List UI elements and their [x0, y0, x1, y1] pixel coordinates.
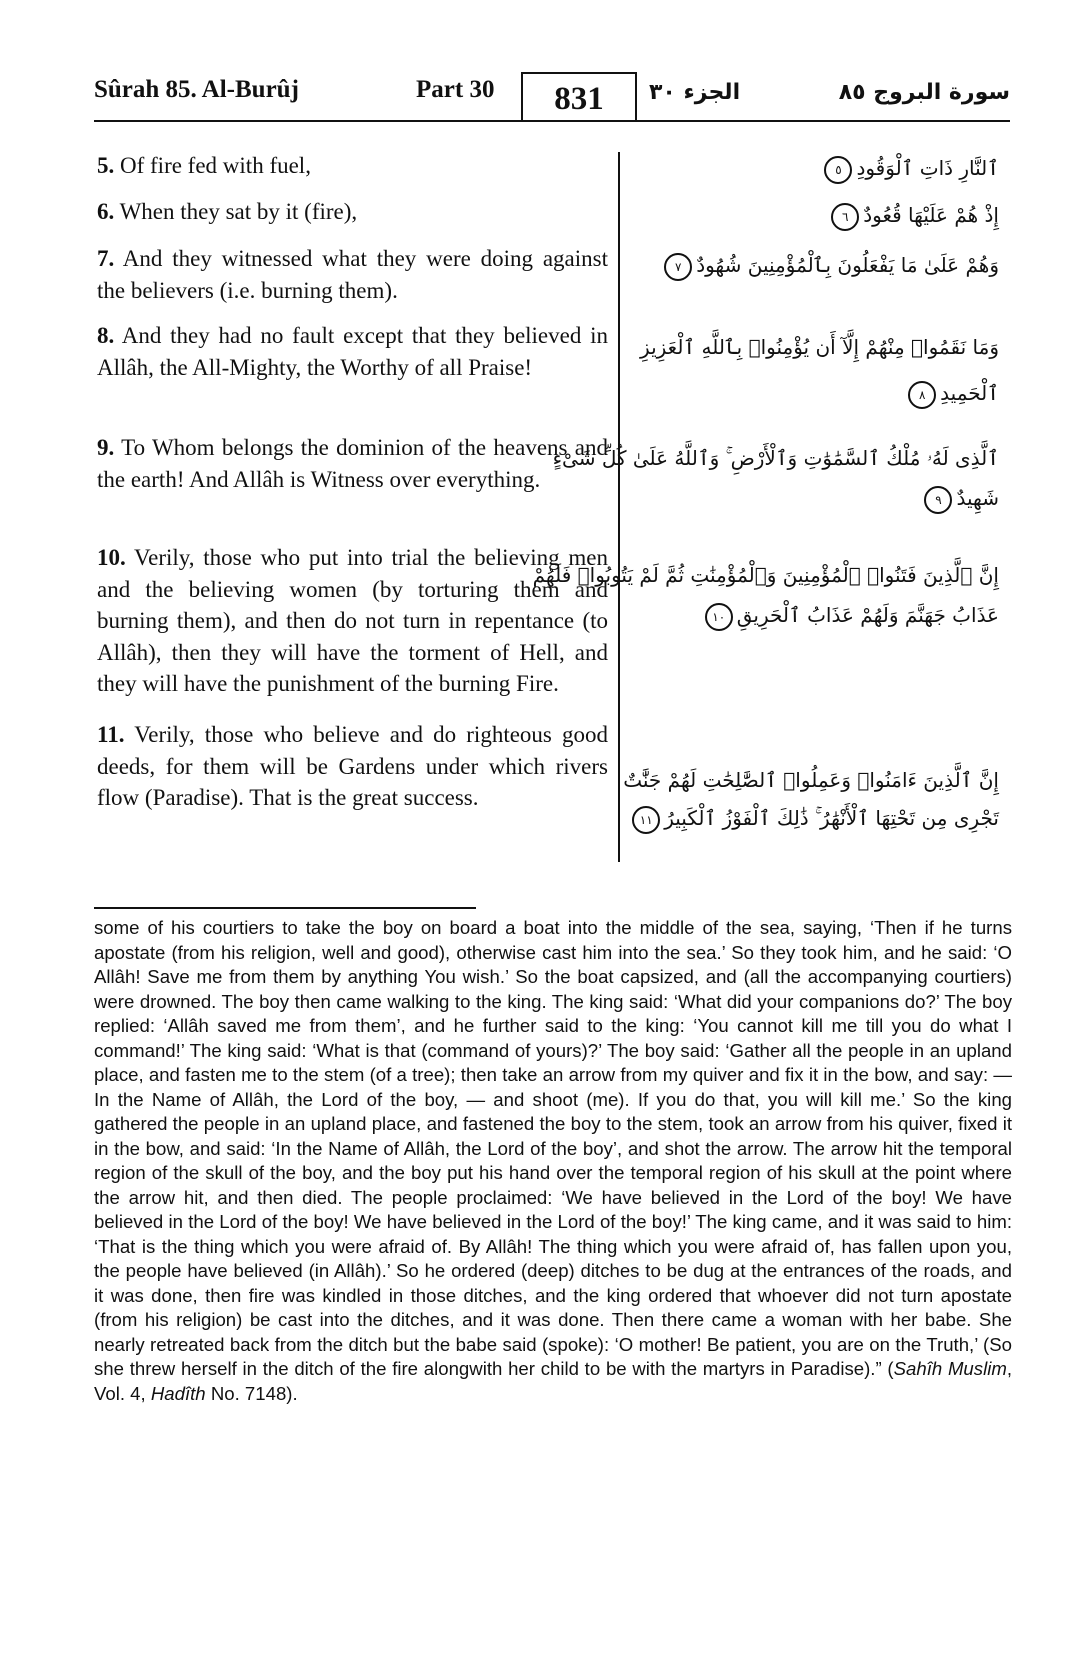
- verse-11-translation: 11. Verily, those who believe and do righteous good deeds, for them will be Gardens under which rivers flow (Paradise). That is the great success.: [97, 722, 608, 810]
- ayah-end-marker: ٦: [831, 203, 859, 231]
- verse-6-arabic: إِذْ هُمْ عَلَيْهَا قُعُودٌ٦: [632, 195, 999, 235]
- verse-10-arabic: إِنَّ ٱلَّذِينَ فَتَنُوا۟ ٱلْمُؤْمِنِينَ وَٱلْمُؤْمِنَٰتِ ثُمَّ لَمْ يَتُوبُوا۟ فَلَهُمْ: [532, 563, 999, 587]
- verse-9-arabic-line2: شَهِيدٌ٩: [632, 478, 999, 518]
- ayah-end-marker: ٨: [908, 381, 936, 409]
- source-book: Sahîh Muslim: [893, 1358, 1007, 1379]
- verse-8-arabic-line2: ٱلْحَمِيدِ٨: [632, 373, 999, 413]
- juz-label-arabic: الجزء ٣٠: [649, 80, 741, 105]
- footnote: some of his courtiers to take the boy on board a boat into the middle of the sea, saying, ‘Then if he turns apostate (from his religion, well and good), otherwise cast him into the sea.’ So they took him, and he said: ‘O Allâh! Save me from them by anything You wish.’ So the boat capsized, and (all the accompanying courtiers) were drowned. The boy then came walking to the king. The king said: ‘What did your companions do?’ The boy replied: ‘Allâh saved me from them’, and he further said to the king: ‘You cannot kill me till you do what I command!’ The king said: ‘What is that (command of yours)?’ The boy said: ‘Gather all the people in an upland place, and fasten me to the stem (of a tree); then take an arrow from my quiver and fix it in the bow, and say: — In the Name of Allâh, the Lord of the boy, — and shoot (me). If you do that, you will kill me.’ So the king gathered the people in an upland place, and fastened the boy to the stem, took an arrow from his quiver, fixed it in the bow, and said: ‘In the Name of Allâh, the Lord of the boy’, and shot the arrow. The arrow hit the temporal region of the skull of the boy, and the boy put his hand over the temporal region of his skull at the point where the arrow hit, and then died. The people proclaimed: ‘We have believed in the Lord of the boy! We have believed in the Lord of the boy! We have believed in the Lord of the boy!’ The king came, and it was said to him: ‘That is the thing which you were afraid of. By Allâh! The thing which you were afraid of, has fallen upon you, the people have believed (in Allâh).’ So he ordered (deep) ditches to be dug at the entrances of the roads, and it was done, then fire was kindled in those ditches, and the king ordered that whoever did not turn apostate (from his religion) be cast into the ditches, and it was done. Then there came a woman with her babe. She nearly retreated back from the ditch but the babe said (spoke): ‘O mother! Be patient, you are on the Truth,’ (So she threw herself in the ditch of the fire alongwith her child to be with the martyrs in Paradise).” (Sahîh Muslim, Vol. 4, Hadîth No. 7148).: [94, 917, 1012, 1404]
- ayah-end-marker: ٩: [924, 486, 952, 514]
- verse-5-arabic: ٱلنَّارِ ذَاتِ ٱلْوَقُودِ٥: [632, 148, 999, 188]
- page-header: [94, 72, 1010, 124]
- footnote-rule: [94, 907, 476, 909]
- verse-5-translation: 5. Of fire fed with fuel,: [97, 153, 311, 178]
- verse-10-translation: 10. Verily, those who put into trial the believing men and the believing women (by torturing them and burning them), and then do not turn in repentance (to Allâh), then they will have the torment of Hell, and they will have the punishment of the burning Fire.: [97, 545, 608, 696]
- verse-7-translation: 7. And they witnessed what they were doing against the believers (i.e. burning them).: [97, 246, 608, 303]
- page-number: 831: [521, 72, 637, 122]
- verse-6-translation: 6. When they sat by it (fire),: [97, 199, 358, 224]
- ayah-end-marker: ٥: [824, 156, 852, 184]
- surah-title: Sûrah 85. Al-Burûj: [94, 76, 299, 103]
- verse-8-arabic: وَمَا نَقَمُوا۟ مِنْهُمْ إِلَّآ أَن يُؤْمِنُوا۟ بِٱللَّهِ ٱلْعَزِيزِ: [640, 335, 999, 359]
- verse-7-arabic: وَهُمْ عَلَىٰ مَا يَفْعَلُونَ بِٱلْمُؤْمِنِينَ شُهُودٌ٧: [632, 245, 999, 285]
- column-divider: [618, 152, 620, 862]
- verse-9-arabic: ٱلَّذِى لَهُۥ مُلْكُ ٱلسَّمَٰوَٰتِ وَٱلْأَرْضِ ۚ وَٱللَّهُ عَلَىٰ كُلِّ شَىْءٍ: [552, 446, 999, 470]
- ayah-end-marker: ١١: [632, 806, 660, 834]
- header-rule: [94, 120, 1010, 122]
- ayah-end-marker: ١٠: [705, 603, 733, 631]
- source-hadith: Hadîth: [150, 1382, 206, 1404]
- verse-10-arabic-line2: عَذَابُ جَهَنَّمَ وَلَهُمْ عَذَابُ ٱلْحَرِيقِ١٠: [632, 595, 999, 635]
- verse-9-translation: 9. To Whom belongs the dominion of the heavens and the earth! And Allâh is Witness over everything.: [97, 435, 608, 492]
- part-label: Part 30: [416, 76, 495, 103]
- verse-11-arabic-line2: تَجْرِى مِن تَحْتِهَا ٱلْأَنْهَٰرُ ۚ ذَٰلِكَ ٱلْفَوْزُ ٱلْكَبِيرُ١١: [632, 798, 999, 838]
- verse-8-translation: 8. And they had no fault except that they believed in Allâh, the All-Mighty, the Worthy of all Praise!: [97, 323, 608, 380]
- verse-11-arabic: إِنَّ ٱلَّذِينَ ءَامَنُوا۟ وَعَمِلُوا۟ ٱلصَّٰلِحَٰتِ لَهُمْ جَنَّٰتٌ: [623, 768, 999, 792]
- surah-title-arabic: سورة البروج ٨٥: [838, 80, 1010, 105]
- ayah-end-marker: ٧: [664, 253, 692, 281]
